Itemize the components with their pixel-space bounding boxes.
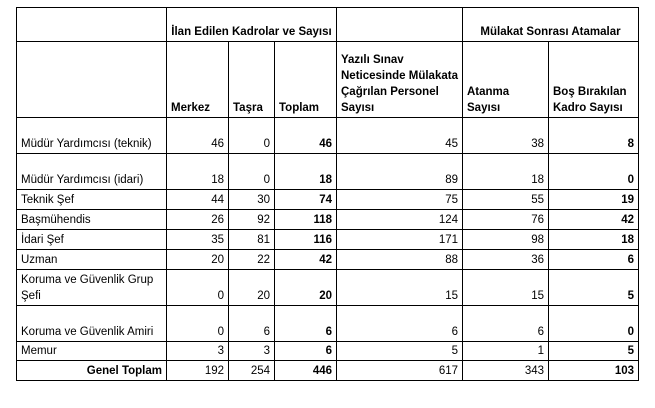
cell-bos: 8 [549, 118, 639, 154]
table-row [17, 210, 639, 230]
row-label: İdari Şef [17, 230, 167, 250]
header-group-mulakat: Mülakat Sonrası Atamalar [463, 8, 639, 42]
cell-toplam: 18 [275, 154, 337, 190]
cell-atanma: 18 [463, 154, 549, 190]
cell-merkez: 0 [167, 306, 229, 342]
col-header-bos: Boş Bırakılan Kadro Sayısı [549, 42, 639, 118]
header-label-blank [17, 42, 167, 118]
col-header-toplam: Toplam [275, 42, 337, 118]
staffing-table [16, 7, 639, 381]
cell-toplam: 6 [275, 342, 337, 361]
cell-tasra: 20 [229, 270, 275, 306]
table-row [17, 306, 639, 342]
cell-bos: 103 [549, 361, 639, 381]
cell-merkez: 0 [167, 270, 229, 306]
table-row [17, 230, 639, 250]
cell-merkez: 26 [167, 210, 229, 230]
total-row [17, 361, 639, 381]
cell-toplam: 74 [275, 190, 337, 210]
cell-bos: 0 [549, 306, 639, 342]
cell-tasra: 254 [229, 361, 275, 381]
cell-bos: 5 [549, 342, 639, 361]
row-label: Memur [17, 342, 167, 361]
cell-tasra: 81 [229, 230, 275, 250]
cell-yazili: 6 [337, 306, 463, 342]
cell-tasra: 22 [229, 250, 275, 270]
cell-atanma: 76 [463, 210, 549, 230]
cell-atanma: 6 [463, 306, 549, 342]
cell-merkez: 18 [167, 154, 229, 190]
cell-bos: 6 [549, 250, 639, 270]
cell-yazili: 5 [337, 342, 463, 361]
cell-bos: 42 [549, 210, 639, 230]
header-column-row [17, 42, 639, 118]
cell-bos: 5 [549, 270, 639, 306]
cell-yazili: 124 [337, 210, 463, 230]
cell-yazili: 617 [337, 361, 463, 381]
table-row [17, 342, 639, 361]
table-row [17, 250, 639, 270]
cell-merkez: 20 [167, 250, 229, 270]
cell-atanma: 1 [463, 342, 549, 361]
col-header-yazili: Yazılı Sınav Neticesinde Mülakata Çağrılan Personel Sayısı [337, 42, 463, 118]
row-label: Teknik Şef [17, 190, 167, 210]
cell-toplam: 118 [275, 210, 337, 230]
cell-bos: 0 [549, 154, 639, 190]
cell-toplam: 20 [275, 270, 337, 306]
col-header-tasra: Taşra [229, 42, 275, 118]
cell-bos: 19 [549, 190, 639, 210]
cell-tasra: 0 [229, 118, 275, 154]
cell-yazili: 45 [337, 118, 463, 154]
cell-atanma: 15 [463, 270, 549, 306]
cell-yazili: 89 [337, 154, 463, 190]
table-row [17, 190, 639, 210]
cell-atanma: 98 [463, 230, 549, 250]
cell-merkez: 44 [167, 190, 229, 210]
col-header-merkez: Merkez [167, 42, 229, 118]
header-group-row [17, 8, 639, 42]
cell-toplam: 6 [275, 306, 337, 342]
cell-atanma: 55 [463, 190, 549, 210]
cell-yazili: 15 [337, 270, 463, 306]
total-label: Genel Toplam [17, 361, 167, 381]
header-group-blank [337, 8, 463, 42]
row-label: Koruma ve Güvenlik Amiri [17, 306, 167, 342]
cell-tasra: 6 [229, 306, 275, 342]
cell-toplam: 116 [275, 230, 337, 250]
header-corner-cell [17, 8, 167, 42]
table-row [17, 270, 639, 306]
cell-tasra: 0 [229, 154, 275, 190]
cell-yazili: 171 [337, 230, 463, 250]
row-label: Uzman [17, 250, 167, 270]
cell-toplam: 446 [275, 361, 337, 381]
row-label: Müdür Yardımcısı (idari) [17, 154, 167, 190]
cell-tasra: 30 [229, 190, 275, 210]
table-row [17, 154, 639, 190]
header-group-ilan: İlan Edilen Kadrolar ve Sayısı [167, 8, 337, 42]
cell-atanma: 343 [463, 361, 549, 381]
col-header-atanma: Atanma Sayısı [463, 42, 549, 118]
cell-tasra: 92 [229, 210, 275, 230]
row-label: Müdür Yardımcısı (teknik) [17, 118, 167, 154]
cell-bos: 18 [549, 230, 639, 250]
table-row [17, 118, 639, 154]
cell-yazili: 75 [337, 190, 463, 210]
cell-merkez: 46 [167, 118, 229, 154]
cell-merkez: 35 [167, 230, 229, 250]
cell-toplam: 46 [275, 118, 337, 154]
row-label: Başmühendis [17, 210, 167, 230]
cell-atanma: 36 [463, 250, 549, 270]
cell-merkez: 3 [167, 342, 229, 361]
cell-merkez: 192 [167, 361, 229, 381]
cell-yazili: 88 [337, 250, 463, 270]
row-label: Koruma ve Güvenlik Grup Şefi [17, 270, 167, 306]
cell-atanma: 38 [463, 118, 549, 154]
cell-toplam: 42 [275, 250, 337, 270]
cell-tasra: 3 [229, 342, 275, 361]
